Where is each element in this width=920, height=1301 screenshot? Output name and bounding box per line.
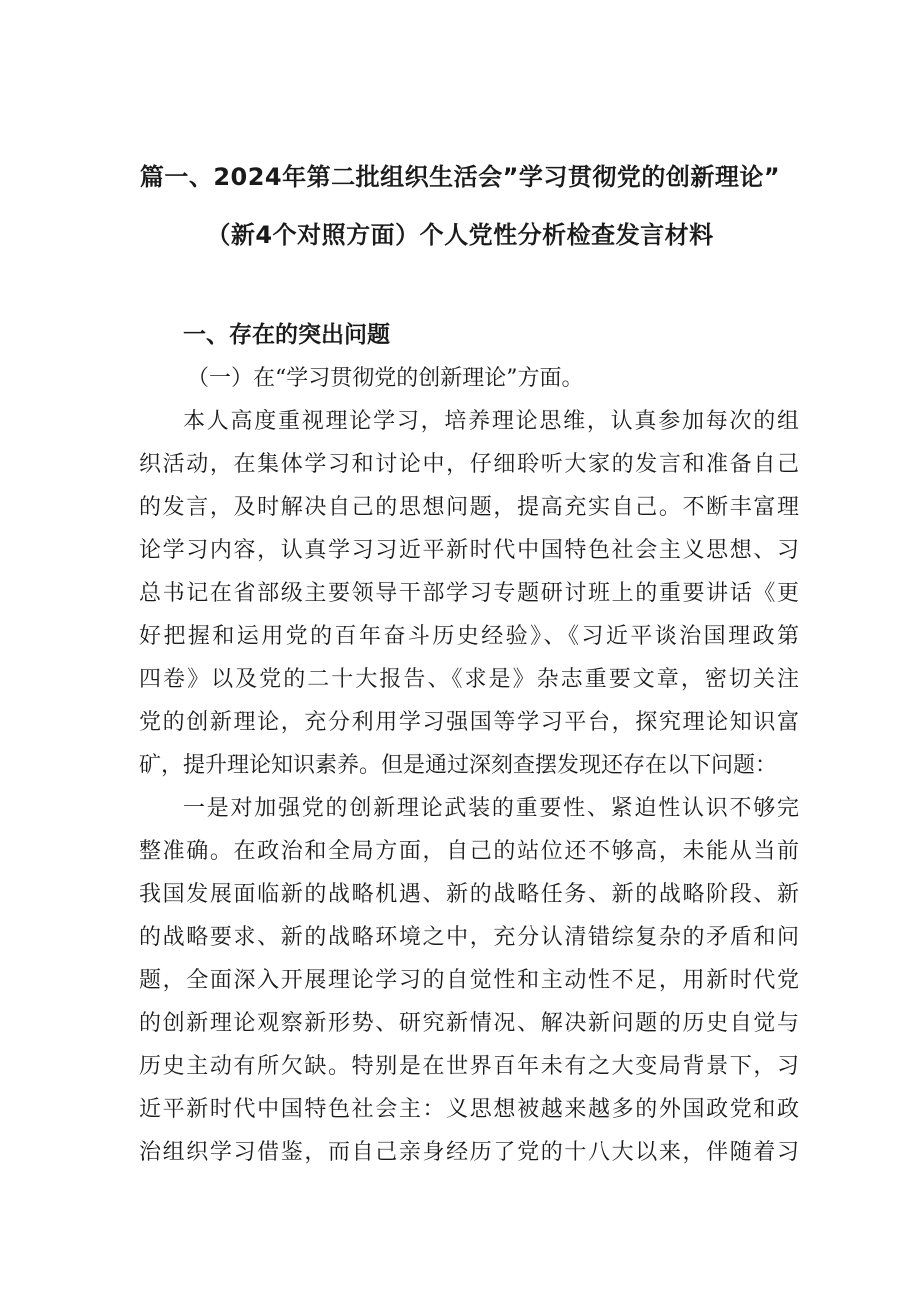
paragraph-1 [139, 400, 799, 787]
paragraph-line: 治组织学习借鉴，而自己亲身经历了党的十八大以来，伴随着习 [139, 1140, 799, 1165]
document-title-line-1: 篇一、2024年第二批组织生活会”学习贯彻党的创新理论” [139, 163, 781, 191]
paragraph-line: 近平新时代中国特色社会主：义思想被越来越多的外国政党和政 [139, 1097, 799, 1122]
paragraph-line: 的创新理论观察新形势、研究新情况、解决新问题的历史自觉与 [139, 1011, 799, 1036]
paragraph-line: 织活动，在集体学习和讨论中，仔细聆听大家的发言和准备自己 [139, 452, 799, 477]
paragraph-line: 题，全面深入开展理论学习的自觉性和主动性不足，用新时代党 [139, 968, 799, 993]
subsection-heading: （一）在“学习贯彻党的创新理论”方面。 [187, 366, 584, 391]
paragraph-line: 矿，提升理论知识素养。但是通过深刻查摆发现还存在以下问题： [139, 753, 778, 778]
paragraph-line: 的战略要求、新的战略环境之中，充分认清错综复杂的矛盾和问 [139, 925, 799, 950]
paragraph-line: 的发言，及时解决自己的思想问题，提高充实自己。不断丰富理 [139, 495, 799, 520]
paragraph-line: 好把握和运用党的百年奋斗历史经验》、《习近平谈治国理政第 [139, 624, 799, 649]
paragraph-line: 历史主动有所欠缺。特别是在世界百年未有之大变局背景下，习 [139, 1054, 799, 1079]
paragraph-line: 一是对加强党的创新理论武装的重要性、紧迫性认识不够完 [183, 796, 799, 821]
paragraph-line: 论学习内容，认真学习习近平新时代中国特色社会主义思想、习 [139, 538, 799, 563]
paragraph-line: 四卷》以及党的二十大报告、《求是》杂志重要文章，密切关注 [139, 667, 799, 692]
paragraph-line: 本人高度重视理论学习，培养理论思维，认真参加每次的组 [183, 409, 799, 434]
paragraph-line: 我国发展面临新的战略机遇、新的战略任务、新的战略阶段、新 [139, 882, 799, 907]
paragraph-line: 党的创新理论，充分利用学习强国等学习平台，探究理论知识富 [139, 710, 799, 735]
document-title-line-2: （新4个对照方面）个人党性分析检查发言材料 [206, 221, 714, 249]
paragraph-line: 总书记在省部级主要领导干部学习专题研讨班上的重要讲话《更 [139, 581, 799, 606]
section-heading: 一、存在的突出问题 [183, 322, 390, 348]
paragraph-2 [139, 787, 799, 1174]
paragraph-line: 整准确。在政治和全局方面，自己的站位还不够高，未能从当前 [139, 839, 799, 864]
